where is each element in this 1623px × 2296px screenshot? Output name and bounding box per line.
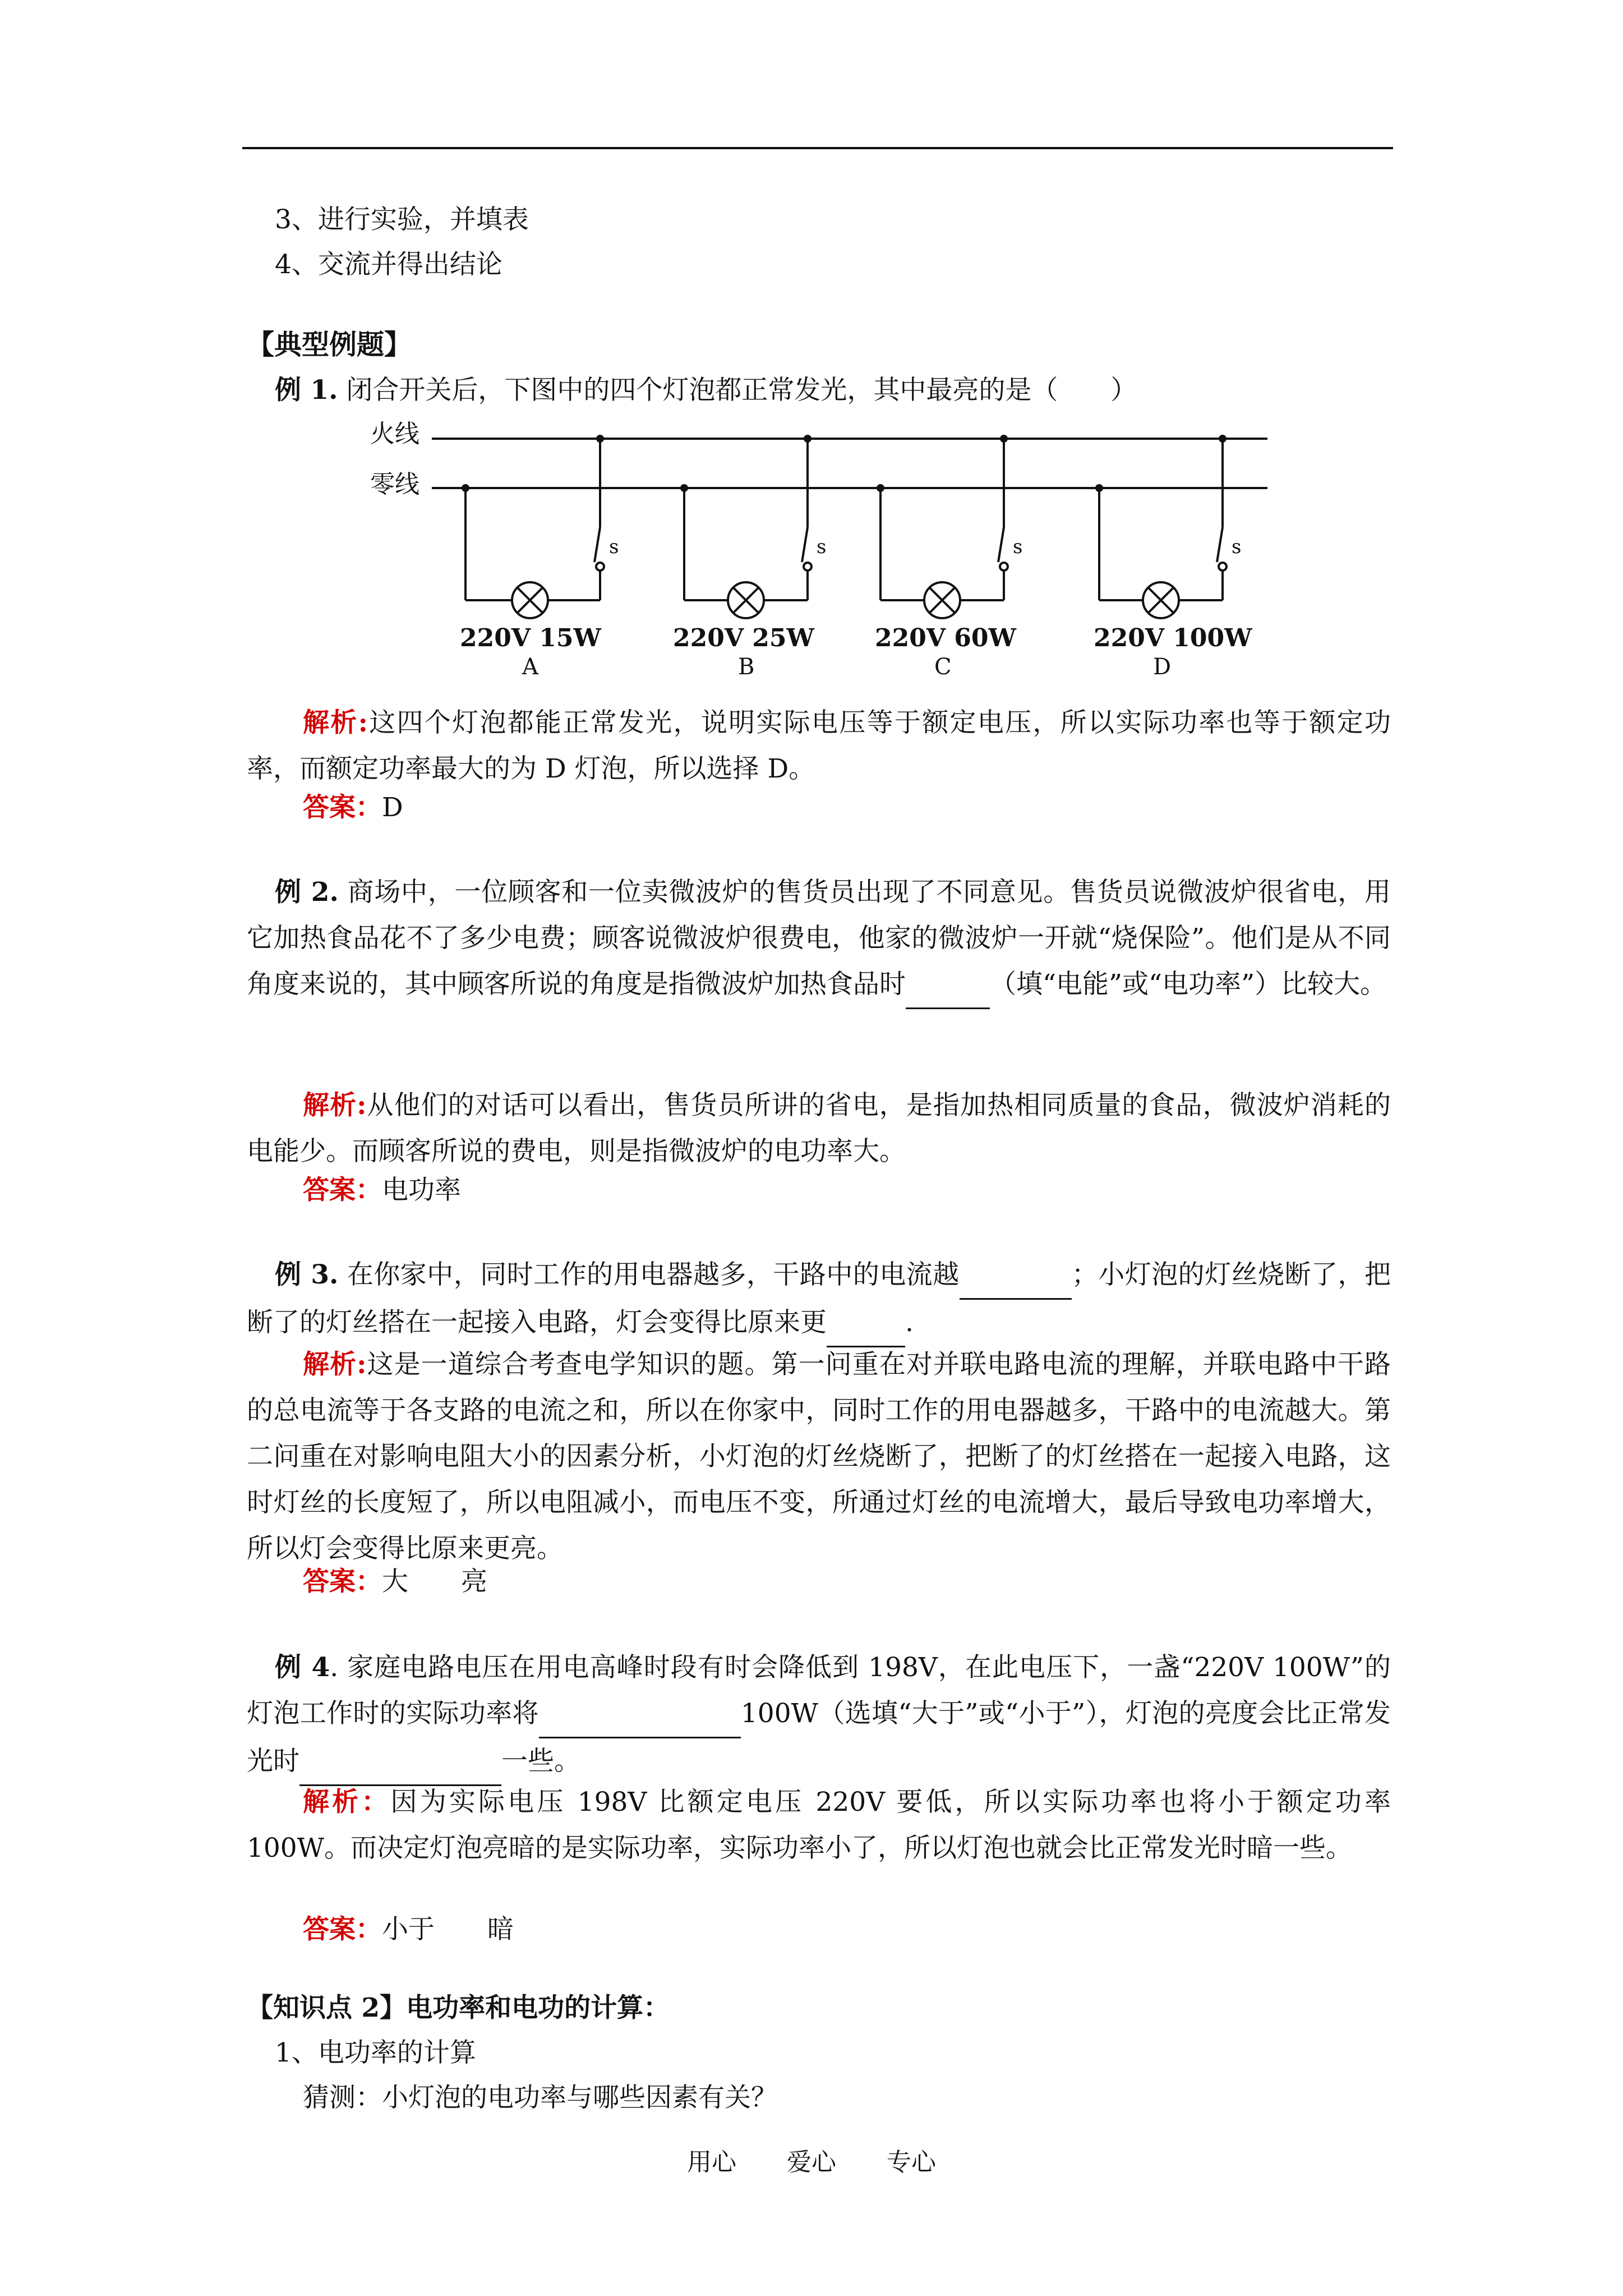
example-2-text-b: （填“电能”或“电功率”）比较大。 [990, 969, 1387, 1000]
example-3-answer [303, 1565, 487, 1599]
analysis-text: 这四个灯泡都能正常发光，说明实际电压等于额定电压，所以实际功率也等于额定功率，而额定功率最大的为 D 灯泡，所以选择 D。 [247, 707, 1391, 784]
example-4-text-a: . 家庭电路电压在用电高峰时段有时会降低到 198V，在此电压下，一盏“220V 100W”的灯泡工作时的实际功率将 [247, 1652, 1391, 1729]
bulb-rating-label: 220V 25W [673, 624, 814, 652]
switch-label: s [1232, 536, 1242, 558]
neutral-wire-label: 零线 [370, 470, 419, 499]
answer-text: 小于 暗 [382, 1914, 514, 1945]
bulb-letter-label: C [934, 654, 952, 680]
example-2-answer [303, 1174, 461, 1207]
footer-text-1: 用心 [687, 2148, 736, 2177]
answer-text: 大 亮 [382, 1566, 487, 1597]
analysis-label: 解析: [303, 1349, 367, 1380]
switch-blade [594, 527, 600, 562]
switch-blade [998, 527, 1004, 562]
bulb-rating-label: 220V 60W [875, 624, 1016, 652]
bulb-letter-label: A [522, 654, 538, 680]
header-rule [242, 147, 1393, 149]
answer-blank [960, 1252, 1072, 1300]
switch-contact [596, 563, 604, 570]
switch-contact [1000, 563, 1008, 570]
switch-contact [1219, 563, 1227, 570]
example-3-question [247, 1252, 1391, 1347]
answer-text: 电功率 [382, 1175, 461, 1205]
example-4-answer [303, 1913, 514, 1947]
example-1-text: 闭合开关后，下图中的四个灯泡都正常发光，其中最亮的是（ ） [346, 375, 1137, 406]
answer-label: 答案： [303, 1175, 382, 1205]
switch-contact [804, 563, 811, 570]
analysis-label: 解析: [303, 1090, 367, 1121]
example-1-answer [303, 791, 403, 825]
answer-label: 答案： [303, 1914, 382, 1945]
knowledge-point-2-item-1: 1、电功率的计算 [275, 2037, 476, 2068]
step-4: 4、交流并得出结论 [275, 249, 502, 280]
switch-label: s [1013, 536, 1023, 558]
analysis-label: 解析： [303, 1787, 391, 1818]
bulb-letter-label: B [738, 654, 755, 680]
answer-blank [539, 1691, 741, 1738]
switch-label: s [609, 536, 619, 558]
example-1-question [275, 374, 1137, 407]
knowledge-point-2-heading: 【知识点 2】电功率和电功的计算： [247, 1993, 670, 2023]
page-footer [0, 2142, 1623, 2178]
bulb-letter-label: D [1153, 654, 1172, 680]
example-2-text-a: 商场中，一位顾客和一位卖微波炉的售货员出现了不同意见。售货员说微波炉很省电，用它加热食品花不了多少电费；顾客说微波炉很费电，他家的微波炉一开就“烧保险”。他们是从不同角度来说的，其中顾客所说的角度是指微波炉加热食品时 [247, 877, 1391, 1000]
example-3-analysis [247, 1342, 1391, 1572]
analysis-text: 因为实际电压 198V 比额定电压 220V 要低，所以实际功率也将小于额定功率 100W。而决定灯泡亮暗的是实际功率，实际功率小了，所以灯泡也就会比正常发光时暗一些。 [247, 1787, 1391, 1864]
example-3-text-c: . [905, 1307, 914, 1338]
example-1-label: 例 1. [275, 375, 338, 406]
bulb-rating-label: 220V 15W [460, 624, 601, 652]
answer-blank [827, 1300, 905, 1347]
switch-blade [1217, 527, 1223, 562]
live-wire-label: 火线 [370, 420, 419, 448]
answer-text: D [382, 792, 403, 823]
circuit-diagram [359, 415, 1267, 684]
example-2-question [247, 869, 1391, 1009]
example-4-question [247, 1645, 1391, 1786]
analysis-text: 这是一道综合考查电学知识的题。第一问重在对并联电路电流的理解，并联电路中干路的总电流等于各支路的电流之和，所以在你家中，同时工作的用电器越多，干路中的电流越大。第二问重在对影响电阻大小的因素分析，小灯泡的灯丝烧断了，把断了的灯丝搭在一起接入电路，这时灯丝的长度短了，所以电阻减小，而电压不变，所通过灯丝的电流增大，最后导致电功率增大，所以灯会变得比原来更亮。 [247, 1349, 1391, 1564]
example-4-text-c: 一些。 [501, 1746, 580, 1777]
bulb-rating-label: 220V 100W [1094, 624, 1252, 652]
answer-label: 答案： [303, 792, 382, 823]
analysis-text: 从他们的对话可以看出，售货员所讲的省电，是指加热相同质量的食品，微波炉消耗的电能少。而顾客所说的费电，则是指微波炉的电功率大。 [247, 1090, 1391, 1167]
step-3: 3、进行实验，并填表 [275, 204, 529, 235]
switch-blade [802, 527, 808, 562]
section-heading: 【典型例题】 [247, 328, 412, 361]
knowledge-point-2-guess: 猜测：小灯泡的电功率与哪些因素有关？ [303, 2082, 777, 2113]
example-4-label: 例 4 [275, 1652, 330, 1683]
example-3-text-a: 在你家中，同时工作的用电器越多，干路中的电流越 [347, 1259, 960, 1290]
branches [460, 435, 1252, 680]
footer-text-2: 爱心 [787, 2148, 836, 2177]
example-3-text-b: ；小灯泡的灯丝烧断了，把断了的灯丝搭在一起接入电路，灯会变得比原来更 [247, 1259, 1391, 1338]
example-3-label: 例 3. [275, 1259, 339, 1290]
example-4-analysis [247, 1779, 1391, 1871]
answer-blank [906, 961, 990, 1009]
example-1-analysis [247, 700, 1391, 792]
analysis-label: 解析: [303, 707, 368, 738]
example-2-analysis [247, 1083, 1391, 1175]
answer-label: 答案： [303, 1566, 382, 1597]
example-4-text-b: 100W（选填“大于”或“小于”），灯泡的亮度会比正常发光时 [247, 1698, 1391, 1777]
switch-label: s [817, 536, 827, 558]
footer-text-3: 专心 [887, 2148, 936, 2177]
example-2-label: 例 2. [275, 877, 339, 908]
